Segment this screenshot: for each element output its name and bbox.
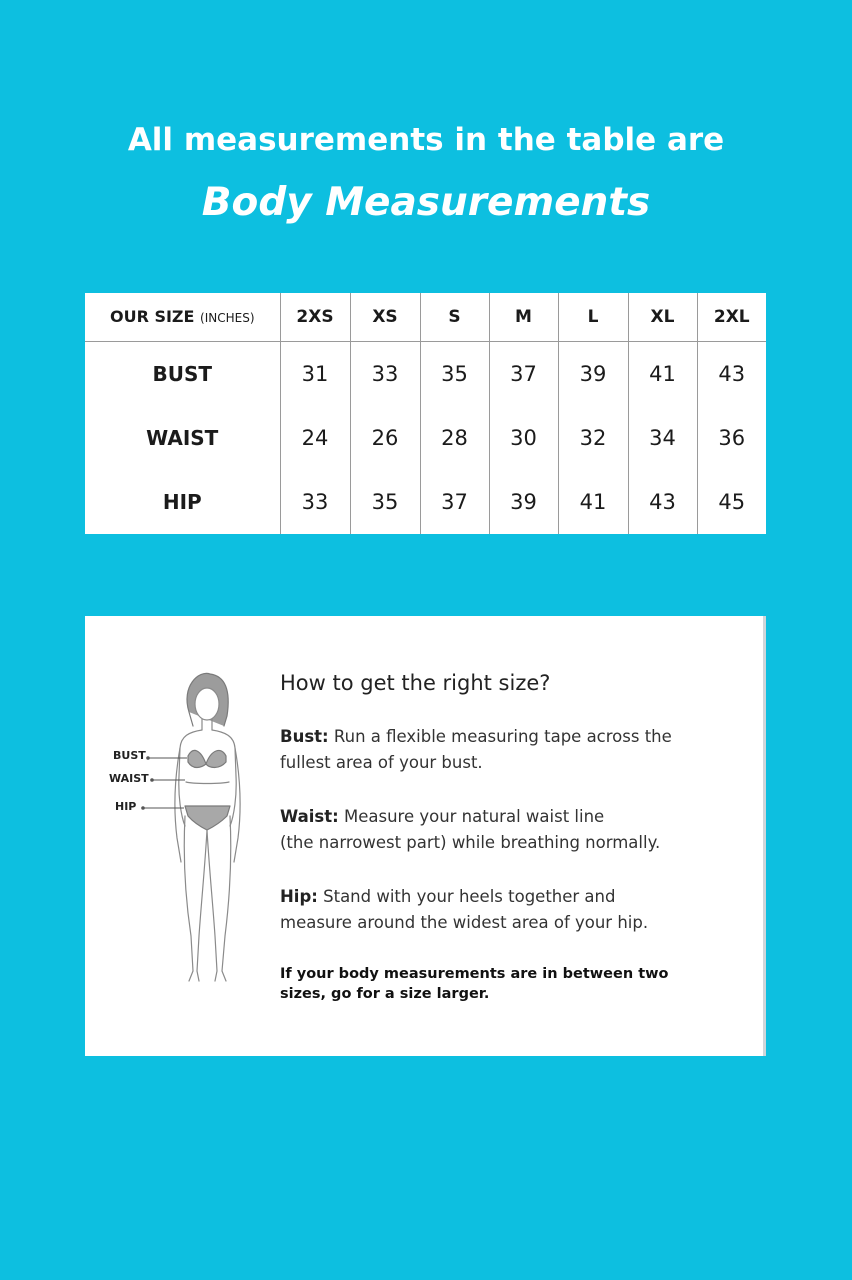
- table-cell: 39: [558, 341, 628, 406]
- table-cell: 41: [558, 470, 628, 534]
- waist-label: Waist:: [280, 807, 339, 826]
- figure-label-waist: WAIST: [109, 772, 149, 785]
- table-cell: 28: [420, 406, 489, 470]
- hip-instruction: [280, 884, 750, 936]
- measurement-guide-card: [85, 616, 766, 1056]
- size-header: 2XL: [697, 293, 766, 341]
- table-cell: 37: [489, 341, 558, 406]
- figure-label-bust: BUST: [113, 749, 146, 762]
- size-header-row: [85, 293, 766, 341]
- table-cell: 35: [350, 470, 420, 534]
- waist-instruction: [280, 804, 750, 856]
- table-cell: 33: [350, 341, 420, 406]
- table-cell: 43: [697, 341, 766, 406]
- heading-line-1: All measurements in the table are: [127, 122, 725, 158]
- hip-text-line2: measure around the widest area of your hip.: [280, 913, 649, 932]
- table-cell: 43: [628, 470, 697, 534]
- guide-title: How to get the right size?: [280, 671, 551, 695]
- body-figure-illustration: [85, 616, 275, 1056]
- hip-label: Hip:: [280, 887, 318, 906]
- table-cell: 41: [628, 341, 697, 406]
- table-cell: 33: [280, 470, 350, 534]
- corner-unit: (INCHES): [200, 311, 255, 326]
- size-header: 2XS: [280, 293, 350, 341]
- size-chart-table: [85, 293, 766, 534]
- size-header: S: [420, 293, 489, 341]
- waist-text-line1: Measure your natural waist line: [343, 807, 605, 826]
- bust-text-line1: Run a flexible measuring tape across the: [333, 727, 672, 746]
- corner-label: OUR SIZE: [109, 307, 195, 327]
- table-cell: 26: [350, 406, 420, 470]
- size-header: M: [489, 293, 558, 341]
- note-line1: If your body measurements are in between two: [280, 966, 669, 982]
- table-cell: 45: [697, 470, 766, 534]
- bust-text-line2: fullest area of your bust.: [280, 753, 483, 772]
- table-cell: 34: [628, 406, 697, 470]
- size-header: XL: [628, 293, 697, 341]
- row-label: HIP: [162, 490, 202, 515]
- size-header: L: [558, 293, 628, 341]
- size-advice-note: [280, 964, 720, 1004]
- table-cell: 36: [697, 406, 766, 470]
- waist-text-line2: (the narrowest part) while breathing normally.: [280, 833, 661, 852]
- corner-header: [85, 293, 280, 341]
- bust-label: Bust:: [280, 727, 329, 746]
- row-label: WAIST: [146, 426, 219, 451]
- hip-text-line1: Stand with your heels together and: [323, 887, 616, 906]
- heading-line-2: Body Measurements: [201, 180, 651, 225]
- table-cell: 24: [280, 406, 350, 470]
- table-cell: 35: [420, 341, 489, 406]
- table-cell: 32: [558, 406, 628, 470]
- table-cell: 31: [280, 341, 350, 406]
- table-row-bust: [85, 341, 766, 406]
- row-label: BUST: [152, 361, 213, 386]
- bust-instruction: [280, 724, 750, 776]
- table-row-hip: [85, 470, 766, 534]
- table-cell: 37: [420, 470, 489, 534]
- table-cell: 39: [489, 470, 558, 534]
- size-header: XS: [350, 293, 420, 341]
- note-line2: sizes, go for a size larger.: [280, 986, 490, 1002]
- table-row-waist: [85, 406, 766, 470]
- table-cell: 30: [489, 406, 558, 470]
- figure-label-hip: HIP: [115, 800, 137, 813]
- size-table: [85, 293, 766, 534]
